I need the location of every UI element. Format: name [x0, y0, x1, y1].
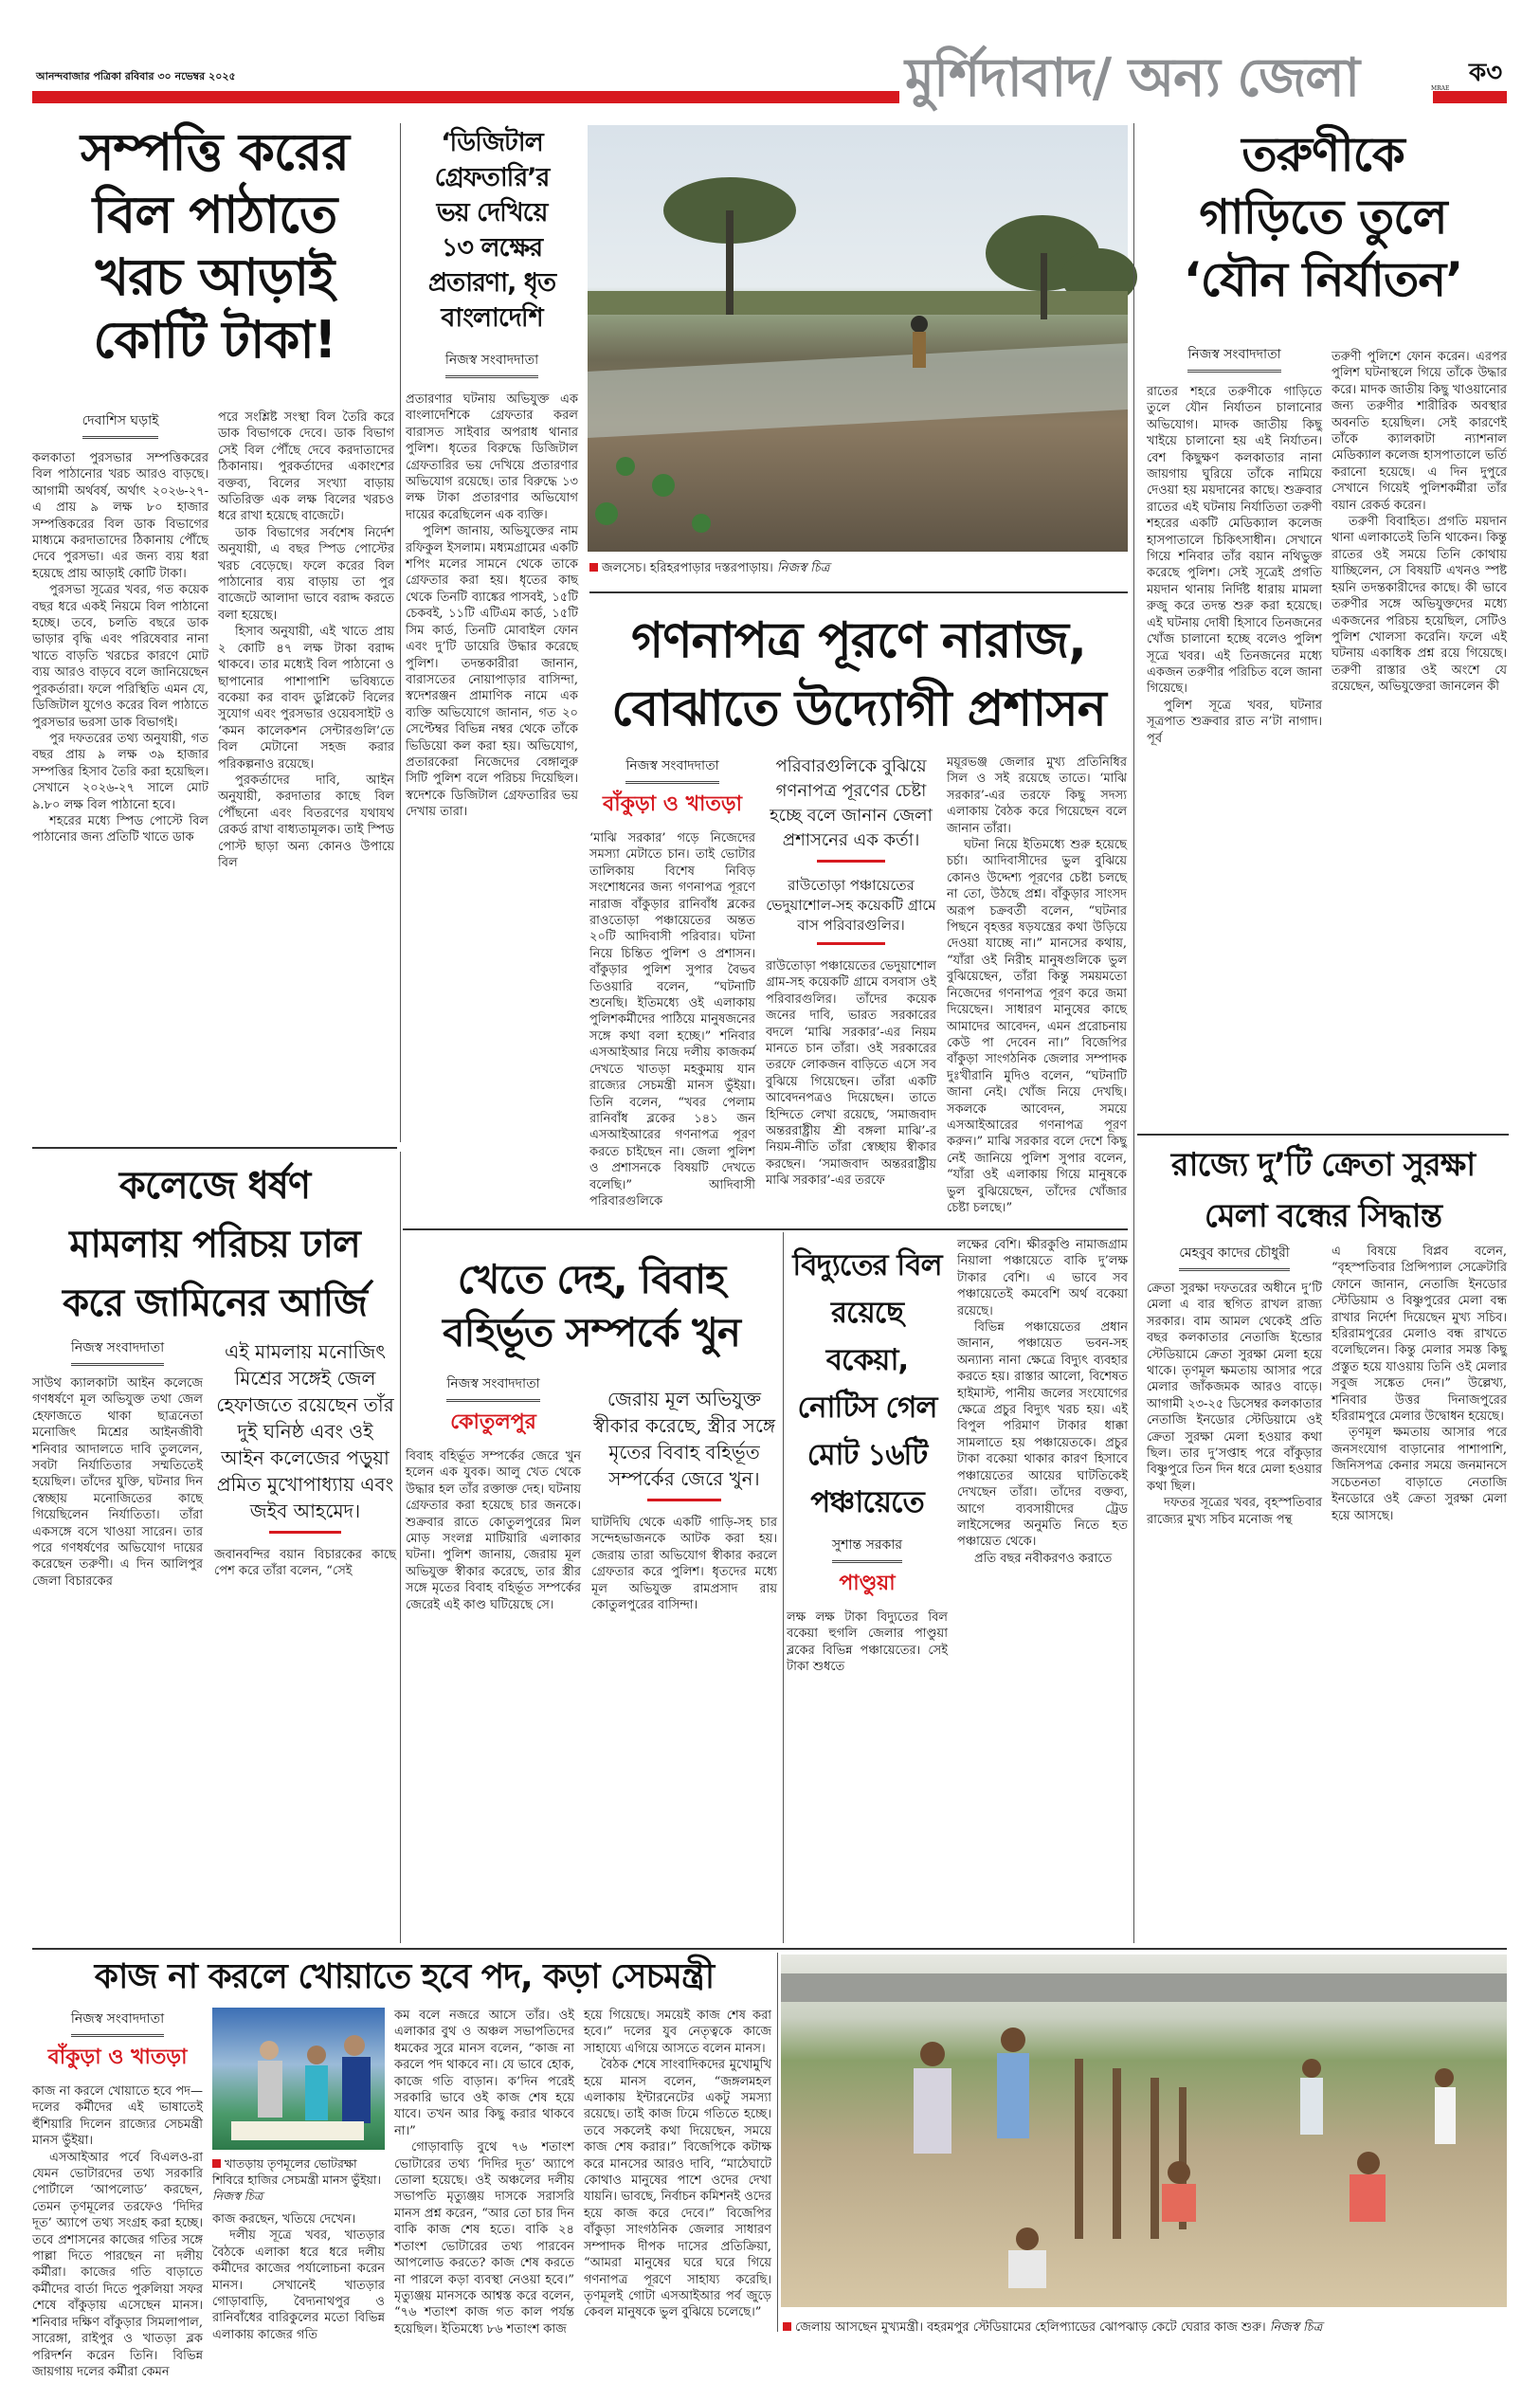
- byline: মেহবুব কাদের চৌধুরী: [1179, 1242, 1290, 1271]
- work-photo-caption: [212, 2155, 385, 2204]
- photo-credit: নিজস্ব চিত্র: [212, 2189, 263, 2203]
- body-paragraph: তৃণমূল ক্ষমতায় আসার পরে জনসংযোগ বাড়ানোর পাশাপাশি, জিনিসপত্র কেনার সময়ে জনমানসে সচেতনতা বাড়াতে নেতাজি ইনডোরে ওই ক্রেতা সুরক্ষা মেলা হয়ে আসছে।: [1332, 1426, 1507, 1523]
- body-paragraph: পুরকর্তাদের দাবি, আইন অনুযায়ী, করদাতার কাছে বিল পৌঁছনো এবং বিতরণের যথাযথ রেকর্ড রাখা বাধ্যতামূলক। তাই স্পিড পোস্ট ছাড়া অন্য কোনও উপায়ে বিল: [218, 773, 394, 870]
- headline-line: করে জামিনের আর্জি: [63, 1282, 367, 1325]
- dateline-place: কোতুলপুর: [450, 1410, 536, 1434]
- body-column: [591, 1515, 777, 1940]
- body-paragraph: সাউথ ক্যালকাটা আইন কলেজে গণধর্ষণে মূল অভিযুক্ত তথা জেল হেফাজতে থাকা ছাত্রনেতা মনোজিৎ মিশ্রের আইনজীবী শনিবার আদালতে দাবি তুললেন, সবটা নির্যাতিতার সম্মতিতেই হয়েছিল। তাঁদের যুক্তি, ঘটনার দিন স্বেচ্ছায় মনোজিতের কাছে গিয়েছিলেন নির্যাতিতা। তাঁরা একসঙ্গে বসে খাওয়া সারেন। তার পরে গণধর্ষণের অভিযোগ দায়ের করেছেন তরুণী। এ দিন আলিপুর জেলা বিচারকের: [32, 1376, 203, 1589]
- story-murder-headline: [406, 1253, 777, 1359]
- headline-line: ভয় দেখিয়ে: [436, 198, 548, 227]
- caption-text: জেলায় আসছেন মুখ্যমন্ত্রী। বহরমপুর স্টেডিয়ামের হেলিপ্যাডের ঝোপঝাড় কেটে ঘেরার কাজ শুরু।: [795, 2320, 1266, 2335]
- body-paragraph: কাজ না করলে খোয়াতে হবে পদ— দলের কর্মীদের এই ভাষাতেই হুঁশিয়ারি দিলেন রাজ্যের সেচমন্ত্রী মানস ভুঁইয়া।: [32, 2084, 203, 2149]
- story-assault-headline: [1137, 123, 1509, 311]
- body-paragraph: হয়ে গিয়েছে। সময়েই কাজ শেষ করা হবে।” দলের যুব নেতৃত্বকে কাজে সাহায্যে এগিয়ে আসতে বলেন মানস।: [584, 2009, 771, 2056]
- body-paragraph: পরে সংশ্লিষ্ট সংস্থা বিল তৈরি করে ডাক বিভাগকে দেবে। ডাক বিভাগ সেই বিল পৌঁছে দেবে করদাতাদের ঠিকানায়। পুরকর্তাদের একাংশের বক্তব্য, বিলের সংখ্যা বাড়ায় অতিরিক্ত এক লক্ষ বিলের খরচও ধরে রাখা হয়েছে বাজেটে।: [218, 410, 394, 524]
- body-column: [1332, 349, 1507, 1137]
- story-property-tax-bill: [32, 121, 397, 372]
- section-rule: [32, 1147, 397, 1149]
- body-paragraph: বিভিন্ন পঞ্চায়েতের প্রধান জানান, পঞ্চায়েত ভবন-সহ অন্যান্য নানা ক্ষেত্রে বিদ্যুৎ ব্যবহার করতে হয়। রাস্তার আলো, বিশেষত হাইমাস্ট, পানীয় জলের সংযোগের ক্ষেত্রে প্রচুর বিদ্যুৎ খরচ হয়। এই বিপুল পরিমাণ টাকার ধাক্কা সামলাতে হয় পঞ্চায়েতকে। প্রচুর টাকা বকেয়া থাকার কারণ হিসাবে পঞ্চায়েতের আয়ের ঘাটতিকেই দেখছেন তাঁরা। তাঁদের বক্তব্য, আগে ব্যবসায়ীদের ট্রেড লাইসেন্সের অনুমতি নিতে হত পঞ্চায়েত থেকে।: [957, 1320, 1128, 1550]
- section-rule: [32, 1948, 1507, 1950]
- body-paragraph: ক্রেতা সুরক্ষা দফতরের অধীনে দু’টি মেলা এ বার স্থগিত রাখল রাজ্য সরকার। বাম আমল থেকেই প্রতি বছর কলকাতার নেতাজি ইন্ডোর স্টেডিয়ামে ক্রেতা সুরক্ষা মেলা হয়ে থাকে। তৃণমূল ক্ষমতায় আসার পরে মেলার জাঁকজমক আরও বাড়ে। আগামী ২৩-২৫ ডিসেম্বর কলকাতার নেতাজি ইনডোর স্টেডিয়ামে ওই ক্রেতা সুরক্ষা মেলা হওয়ার কথা ছিল। তার দু’সপ্তাহ পরে বাঁকুড়ার বিষ্ণুপুরে তিন দিন ধরে মেলা হওয়ার কথা ছিল।: [1147, 1282, 1322, 1494]
- byline: নিজস্ব সংবাদদাতা: [71, 1336, 164, 1366]
- body-column: [32, 450, 208, 1145]
- headline-line: প্রতারণা, ধৃত: [427, 268, 556, 298]
- column-rule: [400, 123, 401, 1142]
- body-column: [406, 391, 578, 1144]
- murder-column-1: [406, 1373, 581, 1940]
- headline-line: খেতে দেহ, বিবাহ: [457, 1256, 726, 1302]
- story-digital-arrest-headline: [406, 125, 578, 336]
- body-column: [957, 1237, 1128, 1940]
- photo-minister-camp: [212, 2008, 385, 2150]
- body-paragraph: ‘মাঝি সরকার’ গড়ে নিজেদের সমস্যা মেটাতে চান। তাই ভোটার তালিকায় বিশেষ নিবিড় সংশোধনের জন্য গণনাপত্র পূরণে নারাজ বাঁকুড়ার রানিবাঁধ ব্লকের রাওতোড়া পঞ্চায়েতের অন্তত ২০টি আদিবাসী পরিবার। ঘটনা নিয়ে চিন্তিত পুলিশ ও প্রশাসন। বাঁকুড়ার পুলিশ সুপার বৈভব তিওয়ারি বলেন, “ঘটনাটি শুনেছি। ইতিমধ্যে ওই এলাকায় পুলিশকর্মীদের পাঠিয়ে মানুষজনের সঙ্গে কথা বলা হচ্ছে।” শনিবার এসআইআর নিয়ে দলীয় কাজকর্ম দেখতে খাতড়া মহকুমায় যান রাজ্যের সেচমন্ত্রী মানস ভুঁইয়া। তিনি বলেন, “খবর পেলাম রানিবাঁধ ব্লকের ১৪১ জন এসআইআরের গণনাপত্র পূরণ করতে চাইছেন না। জেলা পুলিশ ও প্রশাসনকে বিষয়টি দেখতে বলেছি।” আদিবাসী পরিবারগুলিকে: [589, 831, 755, 1209]
- body-paragraph: এসআইআর পর্বে বিএলও-রা যেমন ভোটারদের তথ্য সরকারি পোর্টালে ‘আপলোড’ করছেন, তেমন তৃণমূলের তরফেও ‘দিদির দূত’ অ্যাপে তথ্য সংগ্রহ করা হচ্ছে। তবে প্রশাসনের কাজের গতির সঙ্গে পাল্লা দিতে পারছেন না দলীয় কর্মীরা। কাজের গতি বাড়াতে কর্মীদের বার্তা দিতে পুরুলিয়া সফর শেষে বাঁকুড়ায় এসেছেন মানস। শনিবার দক্ষিণ বাঁকুড়ার সিমলাপাল, সারেঙ্গা, রাইপুর ও খাতড়া ব্লক পরিদর্শন করেন তিনি। বিভিন্ন জায়গায় দলের কর্মীরা কেমন: [32, 2150, 203, 2379]
- headline-line: ‘ডিজিটাল: [441, 128, 543, 157]
- assault-column-1: [1147, 343, 1322, 1137]
- census-column-1: [589, 755, 755, 1223]
- page-number: ক৩: [1469, 59, 1503, 87]
- column-rule: [400, 1152, 401, 1943]
- body-paragraph: লক্ষ লক্ষ টাকা বিদ্যুতের বিল বকেয়া হুগলি জেলার পাণ্ডুয়া ব্লকের বিভিন্ন পঞ্চায়েতের। সেই টাকা শুধতে: [787, 1610, 948, 1675]
- body-column: [394, 2008, 574, 2337]
- byline: সুশান্ত সরকার: [832, 1534, 902, 1563]
- headline-line: পঞ্চায়েতে: [810, 1485, 924, 1519]
- body-paragraph: লক্ষের বেশি। ক্ষীরকুণ্ডি নামাজগ্রাম নিয়ালা পঞ্চায়েতে বাকি দু’লক্ষ টাকার বেশি। এ ভাবে সব পঞ্চায়েতেই কমবেশি অর্থ বকেয়া রয়েছে।: [957, 1238, 1128, 1318]
- body-column: [947, 755, 1127, 1223]
- body-column: [787, 1609, 948, 1940]
- story-power-headline: [787, 1242, 948, 1526]
- body-paragraph: এ বিষয়ে বিপ্লব বলেন, “বৃহস্পতিবার প্রিন্সিপ্যাল সেক্রেটারি ফোনে জানান, নেতাজি ইনডোর স্টেডিয়াম ও বিষ্ণুপুরের মেলা বন্ধ রাখার নির্দেশ দিয়েছেন মুখ্য সচিব। হরিরামপুরের মেলাও বন্ধ রাখতে বলেছিলেন। কিন্তু মেলার সমস্ত কিছু প্রস্তুত হয়ে যাওয়ায় তিনি ওই মেলার সবুজ সঙ্কেত দেন।” উল্লেখ্য, শনিবার উত্তর দিনাজপুরের হরিরামপুরে মেলার উদ্বোধন হয়েছে।: [1332, 1245, 1507, 1425]
- body-paragraph: কম বলে নজরে আসে তাঁর। ওই এলাকার বুথ ও অঞ্চল সভাপতিদের ধমকের সুরে মানস বলেন, “কাজ না করলে পদ থাকবে না। যে ভাবে হোক, কাজে গতি বাড়ান। ক’দিন পরেই সরকারি ভাবে ওই কাজ শেষ হয়ে যাবে। তখন আর কিছু করার থাকবে না।”: [394, 2009, 574, 2138]
- column-rule: [783, 1232, 784, 1943]
- edition-tag: MRAE: [1431, 85, 1450, 92]
- section-rule: [403, 1228, 1128, 1230]
- body-paragraph: কলকাতা পুরসভার সম্পত্তিকরের বিল পাঠানোর খরচ আরও বাড়ছে। আগামী অর্থবর্ষ, অর্থাৎ ২০২৬-২৭-এ প্রায় ৯ লক্ষ ৮০ হাজার সম্পত্তিকরের বিল ডাক বিভাগের মাধ্যমে করদাতাদের ঠিকানায় পৌঁছে দেবে পুরসভা। এর জন্য ব্যয় ধরা হয়েছে প্রায় আড়াই কোটি টাকা।: [32, 451, 208, 581]
- bottom-photo-caption: [783, 2318, 1322, 2338]
- headline: [32, 121, 397, 372]
- headline-line: বোঝাতে উদ্যোগী প্রশাসন: [611, 681, 1106, 737]
- top-photo-caption: [589, 559, 829, 579]
- body-paragraph: বিবাহ বহির্ভূত সম্পর্কের জেরে খুন হলেন এক যুবক। আলু খেত থেকে উদ্ধার হল তাঁর রক্তাক্ত দেহ। ঘটনায় গ্রেফতার করা হয়েছে চার জনকে। শুক্রবার রাতে কোতুলপুরের মিল মোড় সংলগ্ন মাটিয়ারি এলাকার ঘটনা। পুলিশ জানায়, জেরায় মূল অভিযুক্ত স্বীকার করেছে, তার স্ত্রীর সঙ্গে মৃতের বিবাহ বহির্ভূত সম্পর্কের জেরেই এই কাণ্ড ঘটিয়েছে সে।: [406, 1449, 581, 1612]
- headline-line: বিদ্যুতের বিল: [792, 1248, 942, 1282]
- headline-line: বাংলাদেশি: [441, 303, 543, 333]
- body-paragraph: পুলিশ সূত্রে খবর, ঘটনার সূত্রপাত শুক্রবার রাত ন’টা নাগাদ। পূর্ব: [1147, 698, 1322, 746]
- byline: নিজস্ব সংবাদদাতা: [446, 1373, 539, 1402]
- body-paragraph: ডাক বিভাগের সর্বশেষ নির্দেশ অনুযায়ী, এ বছর স্পিড পোস্টের খরচ বেড়েছে। ফলে করের বিল পাঠানোর ব্যয় বাড়ায় তা পুর বাজেটে আলাদা ভাবে বরাদ্দ করতে বলা হয়েছে।: [218, 525, 394, 623]
- photo-irrigation-field: [588, 125, 1128, 552]
- section-rule: [589, 591, 1128, 593]
- body-paragraph: দলীয় সূত্রে খবর, খাতড়ার বৈঠকে এলাকা ধরে ধরে দলীয় কর্মীদের কাজের পর্যালোচনা করেন মানস। সেখানেই খাতড়ার গোড়াবাড়ি, বৈদ্যনাথপুর ও রানিবাঁধের বারিকুলের মতো বিভিন্ন এলাকায় কাজের গতি: [212, 2228, 385, 2342]
- headline-line: ‘যৌন নির্যাতন’: [1183, 252, 1463, 307]
- fair-column-1: [1147, 1242, 1322, 1940]
- body-paragraph: শহরের মধ্যে স্পিড পোস্টে বিল পাঠানোর জন্য প্রতিটি খাতে ডাক: [32, 813, 208, 846]
- body-column: [766, 958, 936, 1223]
- pull-quote: এই মামলায় মনোজিৎ মিশ্রের সঙ্গেই জেল হেফাজতে রয়েছেন তাঁর দুই ঘনিষ্ঠ এবং ওই আইন কলেজের পড়ুয়া প্রমিত মুখোপাধ্যায় এবং জইব আহমেদ।: [214, 1338, 396, 1534]
- pull-quote: পরিবারগুলিকে বুঝিয়ে গণনাপত্র পূরণের চেষ্টা হচ্ছে বলে জানান জেলা প্রশাসনের এক কর্তা।: [766, 755, 936, 863]
- body-column: [32, 1375, 203, 1940]
- bill-column-1: [32, 409, 208, 1145]
- column-rule: [1133, 123, 1134, 1142]
- body-paragraph: ঘাটদিঘি থেকে একটি গাড়ি-সহ চার সন্দেহভাজনকে আটক করা হয়। জেরায় তারা অভিযোগ স্বীকার করলে গ্রেফতার করে পুলিশ। ধৃতদের মধ্যে মূল অভিযুক্ত রামপ্রসাদ রায় কোতুলপুরের বাসিন্দা।: [591, 1516, 777, 1613]
- body-column: [1332, 1244, 1507, 1940]
- story-fair-headline: [1137, 1139, 1509, 1242]
- headline-line: সম্পত্তি করের: [81, 122, 349, 182]
- headline-line: রয়েছে বকেয়া,: [825, 1296, 909, 1377]
- body-column: [218, 409, 394, 1145]
- column-rule: [777, 1953, 778, 2332]
- body-paragraph: হিসাব অনুযায়ী, এই খাতে প্রায় ২ কোটি ৪৭ লক্ষ টাকা বরাদ্দ থাকবে। তার মধ্যেই বিল পাঠানো ও ছাপানোর পাশাপাশি ভবিষ্যতে বকেয়া কর বাবদ ডুপ্লিকেট বিলের সুযোগ এবং পুরসভার ওয়েবসাইট ও ‘কমন কালেকশন সেন্টারগুলি’তে বিল মেটানো সহজ করার পরিকল্পনাও রয়েছে।: [218, 625, 394, 772]
- headline-line: গণনাপত্র পূরণে নারাজ,: [631, 612, 1086, 669]
- headline-line: কোটি টাকা!: [93, 310, 336, 370]
- body-paragraph: তরুণী পুলিশে ফোন করেন। এরপর পুলিশ ঘটনাস্থলে গিয়ে তাঁকে উদ্ধার করে। মাদক জাতীয় কিছু খাওয়ানোর জন্য তরুণীর শারীরিক অবস্থার অবনতি হয়েছিল। সেই কারণেই তাঁকে ক্যালকাটা ন্যাশনাল মেডিক্যাল কলেজ হাসপাতালে ভর্তি করানো হয়েছে। এ দিন দুপুরে সেখানে গিয়েই পুলিশকর্মীরা তাঁর বয়ান রেকর্ড করেন।: [1332, 350, 1507, 513]
- byline: দেবাশিস ঘড়াই: [82, 409, 159, 439]
- body-paragraph: তরুণী বিবাহিত। প্রগতি ময়দান থানা এলাকাতেই তিনি থাকেন। কিন্তু রাতের ওই সময়ে তিনি কোথায় যাচ্ছিলেন, সে বিষয়টি এখনও স্পষ্ট হয়নি তদন্তকারীদের কাছে। কী ভাবে তরুণীর সঙ্গে অভিযুক্তদের মধ্যে একজনের পরিচয় হয়েছিল, সেটিও পুলিশ খোলসা করেনি। ফলে এই ঘটনায় একাধিক প্রশ্ন রয়ে গিয়েছে। তরুণী রাস্তার ওই অংশে যে রয়েছেন, অভিযুক্তেরা জানলেন কী: [1332, 515, 1507, 695]
- dateline-place: বাঁকুড়া ও খাতড়া: [47, 2046, 188, 2069]
- murder-column-2: [591, 1386, 777, 1940]
- body-paragraph: গোড়াবাড়ি বুথে ৭৬ শতাংশ ভোটারের তথ্য ‘দিদির দূত’ অ্যাপে তোলা হয়েছে। ওই অঞ্চলের দলীয় সভাপতি মৃত্যুঞ্জয় দাসকে সরাসরি মানস প্রশ্ন করেন, “আর তো চার দিন বাকি কাজ শেষ হতে। বাকি ২৪ শতাংশ ভোটারের তথ্য পারবেন আপলোড করতে? কাজ শেষ করতে না পারলে কড়া ব্যবস্থা নেওয়া হবে।” মৃত্যুঞ্জয় মানসকে আশ্বস্ত করে বলেন, “৭৬ শতাংশ কাজ গত কাল পর্যন্ত হয়েছিল। ইতিমধ্যে ৮৬ শতাংশ কাজ: [394, 2140, 574, 2337]
- body-column: [406, 1448, 581, 1940]
- body-paragraph: রাতের শহরে তরুণীকে গাড়িতে তুলে যৌন নির্যাতন চালানোর অভিযোগ। মাদক জাতীয় কিছু খাইয়ে চালানো হয় এই নির্যাতন। বেশ কিছুক্ষণ কলকাতার নানা জায়গায় ঘুরিয়ে তাঁকে নামিয়ে দেওয়া হয় ময়দানের কাছে। শুক্রবার রাতের এই ঘটনায় নির্যাতিতা তরুণী শহরের একটি মেডিক্যাল কলেজ হাসপাতালে চিকিৎসাধীন। সেখানে গিয়ে শনিবার তাঁর বয়ান নথিভুক্ত করেছে পুলিশ। সেই সূত্রেই প্রগতি ময়দান থানায় নির্দিষ্ট ধারায় মামলা রুজু করে তদন্ত শুরু করা হয়েছে। এই ঘটনায় দোষী হিসাবে তিনজনের খোঁজ চালানো হচ্ছে বলেও পুলিশ সূত্রে খবর। এই তিনজনের মধ্যে একজন তরুণীর পরিচিত বলে জানা গিয়েছে।: [1147, 385, 1322, 697]
- headline-line: তরুণীকে: [1241, 127, 1404, 182]
- body-paragraph: পুলিশ জানায়, অভিযুক্তের নাম রফিকুল ইসলাম। মধ্যমগ্রামের একটি শপিং মলের সামনে থেকে তাকে গ্রেফতার করা হয়। ধৃতের কাছ থেকে তিনটি ব্যাঙ্কের পাসবই, ১৫টি চেকবই, ১১টি এটিএম কার্ড, ১৫টি সিম কার্ড, তিনটি মোবাইল ফোন এবং দু’টি ডায়েরি উদ্ধার করেছে পুলিশ। তদন্তকারীরা জানান, বারাসতের নোয়াপাড়ার বাসিন্দা, স্বদেশরঞ্জন প্রামাণিক নামে এক ব্যক্তি অভিযোগে জানান, গত ২০ সেপ্টেম্বর বিভিন্ন নম্বর থেকে তাঁকে ভিডিয়ো কল করা হয়। অভিযোগ, প্রতারকেরা নিজেদের বেঙ্গালুরু সিটি পুলিশ বলে পরিচয় দিয়েছিল। স্বদেশকে ডিজিটাল গ্রেফতারির ভয় দেখায় তারা।: [406, 524, 578, 820]
- body-column: [214, 1547, 396, 1940]
- headline-line: মেলা বন্ধের সিদ্ধান্ত: [1204, 1197, 1442, 1235]
- photo-credit: নিজস্ব চিত্র: [776, 561, 830, 575]
- story-census: [589, 607, 1128, 1223]
- power-column-1: [787, 1242, 948, 1940]
- body-column: [32, 2083, 203, 2379]
- headline-line: মোট ১৬টি: [806, 1438, 928, 1472]
- body-paragraph: ঘটনা নিয়ে ইতিমধ্যে শুরু হয়েছে চর্চা। আদিবাসীদের ভুল বুঝিয়ে কোনও উদ্দেশ্য পূরণের চেষ্টা চলছে না তো, উঠছে প্রশ্ন। বাঁকুড়ার সাংসদ অরূপ চক্রবর্তী বলেন, “ঘটনার পিছনে বৃহত্তর ষড়যন্ত্রের কথা উড়িয়ে দেওয়া যাচ্ছে না।” মানসের কথায়, “যাঁরা ওই নিরীহ মানুষগুলিকে ভুল বুঝিয়েছেন, তাঁরা কিন্তু সময়মতো নিজেদের গণনাপত্র পূরণ করে জমা দিয়েছেন। সাধারণ মানুষের কাছে আমাদের আবেদন, এমন প্ররোচনায় কেউ পা দেবেন না।” বিজেপির বাঁকুড়া সাংগঠনিক জেলার সম্পাদক দুঃখীরানি মুদিও বলেন, “ঘটনাটি জানা নেই। খোঁজ নিয়ে দেখছি। সকলকে আবেদন, সময়ে এসআইআরের গণনাপত্র পূরণ করুন।” মাঝি সরকার বলে দেশে কিছু নেই জানিয়ে পুলিশ সুপার বলেন, “যাঁরা ওই এলাকায় গিয়ে মানুষকে ভুল বুঝিয়েছেন, তাঁদের খোঁজার চেষ্টা চলছে।”: [947, 838, 1127, 1215]
- headline-line: খরচ আড়াই: [95, 247, 335, 307]
- field-illustration: [588, 125, 1128, 552]
- photo-credit: নিজস্ব চিত্র: [1269, 2320, 1323, 2335]
- story-census-headline: [589, 607, 1128, 743]
- headline-line: রাজ্যে দু’টি ক্রেতা সুরক্ষা: [1170, 1146, 1476, 1184]
- dateline-place: পাণ্ডুয়া: [839, 1572, 896, 1595]
- caption-text: জলসেচ। হরিহরপাড়ার দস্তরপাড়ায়।: [602, 561, 773, 575]
- pull-quote-2: রাউতোড়া পঞ্চায়েতের ভেদুয়াশোল-সহ কয়েকটি গ্রামে বাস পরিবারগুলির।: [766, 876, 936, 945]
- body-column: [1147, 384, 1322, 1137]
- body-paragraph: বৈঠক শেষে সাংবাদিকদের মুখোমুখি হয়ে মানস বলেন, “জঙ্গলমহল এলাকায় ইন্টারনেটের একটু সমস্যা রয়েছে। তাই কাজ ঢিমে গতিতে হচ্ছে। তবে সকলেই কথা দিয়েছেন, সময়ে কাজ শেষ করার।” বিজেপিকে কটাক্ষ করে মানসের আরও দাবি, “মাঠেঘাটে কোথাও মানুষের পাশে ওদের দেখা যায়নি। ভাবছে, নির্বাচন কমিশনই ওদের হয়ে কাজ করে দেবে।” বিজেপির বাঁকুড়া সাংগঠনিক জেলার সাধারণ সম্পাদক দীপক দাসের প্রতিক্রিয়া, “আমরা মানুষের ঘরে ঘরে গিয়ে গণনাপত্র পূরণে সাহায্য করেছি। তৃণমূলই গোটা এসআইআর পর্ব জুড়ে কেবল মানুষকে ভুল বুঝিয়ে চলেছে।”: [584, 2058, 771, 2320]
- caption-text: খাতড়ায় তৃণমূলের ভোটরক্ষা শিবিরে হাজির সেচমন্ত্রী মানস ভুঁইয়া।: [212, 2156, 381, 2187]
- body-paragraph: ময়ূরভঞ্জ জেলার মুখ্য প্রতিনিধির সিল ও সই রয়েছে তাতে। ‘মাঝি সরকার’-এর তরফে কিছু সদস্য এলাকায় বৈঠক করে গিয়েছেন বলে জানান তাঁরা।: [947, 755, 1127, 836]
- byline: নিজস্ব সংবাদদাতা: [625, 755, 718, 784]
- headline-line: মামলায় পরিচয় ঢাল: [69, 1223, 360, 1266]
- work-column-2: [212, 2008, 385, 2342]
- body-paragraph: রাউতোড়া পঞ্চায়েতের ভেদুয়াশোল গ্রাম-সহ কয়েকটি গ্রামে বসবাস ওই পরিবারগুলির। তাঁদের কয়েক জনের দাবি, ভারত সরকারের বদলে ‘মাঝি সরকার’-এর নিয়ম মানতে চান তাঁরা। ওই সরকারের তরফে লোকজন বাড়িতে এসে সব বুঝিয়ে গিয়েছেন। তাঁরা একটি আবেদনপত্রও দিয়েছেন। তাতে হিন্দিতে লেখা রয়েছে, ‘সমাজবাদ অন্তররাষ্ট্রীয় শ্রী বঙ্গলা মাঝি’-র নিয়ম-নীতি তাঁরা স্বেচ্ছায় স্বীকার করছেন। ‘সমাজবাদ অন্তররাষ্ট্রীয় মাঝি সরকার’-এর তরফে: [766, 959, 936, 1189]
- body-column: [589, 830, 755, 1223]
- story-college-headline: [32, 1156, 397, 1333]
- byline: নিজস্ব সংবাদদাতা: [445, 349, 538, 378]
- headline-line: গ্রেফতারি’র: [434, 163, 550, 192]
- section-title: মুর্শিদাবাদ/ অন্য জেলা: [905, 47, 1360, 109]
- headline-line: ১৩ লক্ষের: [441, 233, 543, 263]
- headline-line: কলেজে ধর্ষণ: [118, 1164, 311, 1208]
- college-column-2: [214, 1338, 396, 1940]
- body-column: [1147, 1281, 1322, 1940]
- caption-marker-icon: [589, 563, 598, 572]
- caption-marker-icon: [212, 2159, 221, 2168]
- story-digital-arrest: [406, 125, 578, 1144]
- byline: নিজস্ব সংবাদদাতা: [71, 2008, 164, 2037]
- census-column-2: [766, 755, 936, 1223]
- headline-line: বিল পাঠাতে: [92, 185, 337, 245]
- census-columns: [589, 755, 1128, 1223]
- section-rule: [1137, 1134, 1509, 1136]
- byline: নিজস্ব সংবাদদাতা: [1187, 343, 1280, 373]
- column-rule: [1133, 1137, 1134, 1943]
- body-paragraph: প্রতারণার ঘটনায় অভিযুক্ত এক বাংলাদেশিকে গ্রেফতার করল বারাসত সাইবার অপরাধ থানার পুলিশ। ধৃতের বিরুদ্ধে ডিজিটাল গ্রেফতারির ভয় দেখিয়ে প্রতারণার অভিযোগ রয়েছে। তার বিরুদ্ধে ১৩ লক্ষ টাকা প্রতারণার অভিযোগ দায়ের করেছিলেন এক ব্যক্তি।: [406, 392, 578, 522]
- story-work-headline: কাজ না করলে খোয়াতে হবে পদ, কড়া সেচমন্ত্রী: [94, 1957, 715, 1996]
- body-paragraph: পুর দফতরের তথ্য অনুযায়ী, গত বছর প্রায় ৯ লক্ষ ৩৯ হাজার সম্পত্তির হিসাব তৈরি করা হয়েছিল। সেখানে ২০২৬-২৭ সালে মোট ৯.৮০ লক্ষ বিল পাঠানো হবে।: [32, 731, 208, 812]
- pull-quote: জেরায় মূল অভিযুক্ত স্বীকার করেছে, স্ত্রীর সঙ্গে মৃতের বিবাহ বহির্ভূত সম্পর্কের জেরে খুন।: [591, 1386, 777, 1501]
- headline-line: নোটিস গেল: [797, 1391, 937, 1425]
- body-paragraph: দফতর সূত্রের খবর, বৃহস্পতিবার রাজ্যের মুখ্য সচিব মনোজ পন্থ: [1147, 1496, 1322, 1527]
- photo-helipad-clearing: [781, 1955, 1507, 2307]
- headline-line: গাড়িতে তুলে: [1199, 190, 1447, 245]
- people-illustration: [212, 2008, 385, 2150]
- body-column: [212, 2211, 385, 2342]
- body-paragraph: পুরসভা সূত্রের খবর, গত কয়েক বছর ধরে একই নিয়মে বিল পাঠানো হচ্ছে। তবে, চলতি বছরে ডাক ভাড়ার বৃদ্ধি এবং পরিষেবার নানা খাতে বাড়তি খরচের কারণে মোট ব্যয় আরও বাড়বে বলে জানিয়েছেন পুরকর্তারা। ফলে পরিস্থিতি এমন যে, ডিজিটাল যুগেও করের বিল পাঠাতে পুরসভার ভরসা ডাক বিভাগই।: [32, 583, 208, 730]
- caption-marker-icon: [783, 2322, 791, 2331]
- body-paragraph: জবানবন্দির বয়ান বিচারকের কাছে পেশ করে তাঁরা বলেন, “সেই: [214, 1548, 396, 1579]
- body-paragraph: কাজ করছেন, খতিয়ে দেখেন।: [212, 2212, 356, 2227]
- college-column-1: [32, 1336, 203, 1940]
- dateline-place: বাঁকুড়া ও খাতড়া: [602, 792, 743, 816]
- headline-line: বহির্ভূত সম্পর্কে খুন: [443, 1309, 740, 1355]
- body-paragraph: প্রতি বছর নবীকরণও করাতে: [974, 1551, 1113, 1566]
- workers-illustration: [781, 1955, 1507, 2307]
- work-column-1: [32, 2008, 203, 2379]
- header-red-bar: [32, 91, 899, 103]
- masthead-date: আনন্দবাজার পত্রিকা রবিবার ৩০ নভেম্বর ২০২৫: [36, 70, 236, 82]
- body-column: [584, 2008, 771, 2332]
